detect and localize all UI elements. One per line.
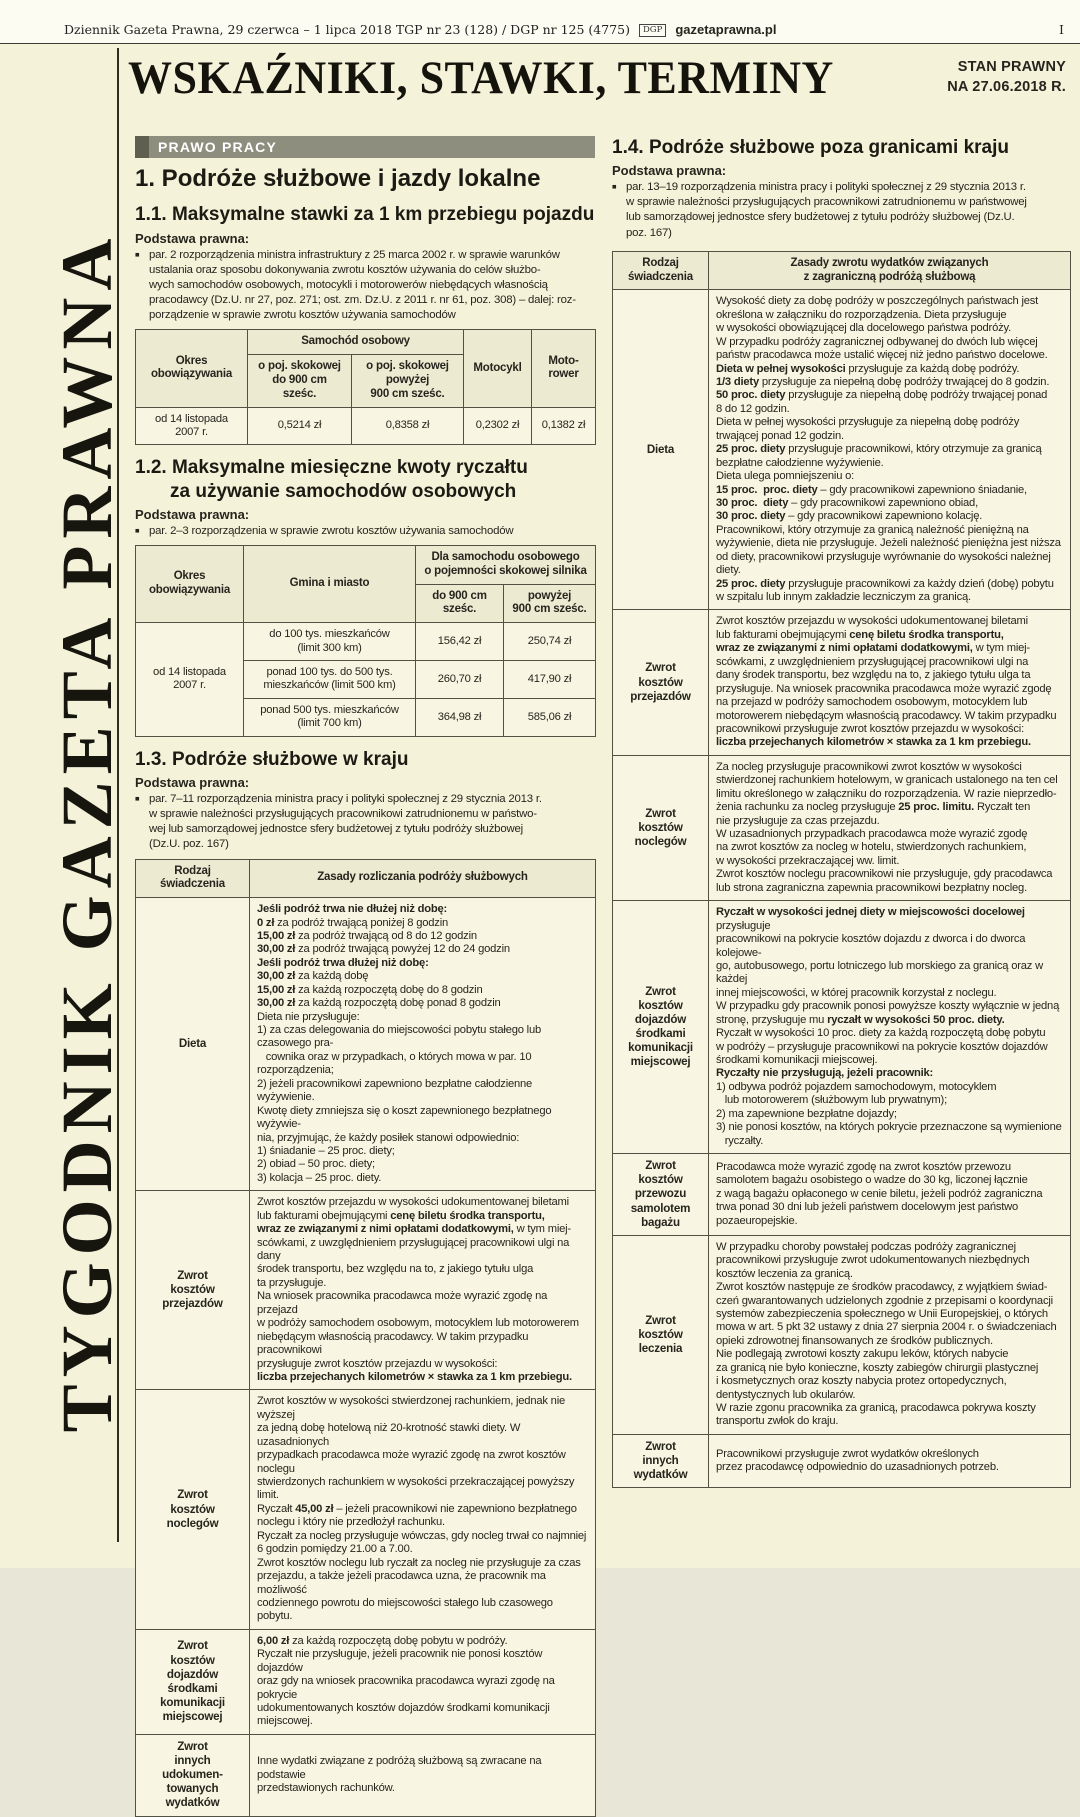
heading-1-4: 1.4. Podróże służbowe poza granicami kraju	[612, 137, 1009, 158]
legal-basis-text: par. 7–11 rozporządzenia ministra pracy i polityki społecznej z 29 stycznia 2013 r. w sprawie należności przysługujących pracownikowi zatrudnionemu w państwo- wej lub samorządowej jednostce sfery budżetowej z tytułu podróży służbowej (Dz.U. poz. 167)	[149, 792, 542, 851]
legal-basis-item	[135, 524, 595, 539]
benefit-name: Zwrot kosztów przejazdów	[136, 1191, 250, 1390]
page-header	[0, 0, 1080, 44]
col-header-samochod: Samochód osobowy	[248, 330, 464, 355]
left-column	[135, 136, 595, 1817]
table-row	[136, 1390, 596, 1629]
legal-status	[947, 58, 1066, 96]
heading-1: 1. Podróże służbowe i jazdy lokalne	[135, 165, 541, 192]
heading-1-1: 1.1. Maksymalne stawki za 1 km przebiegu pojazdu	[135, 204, 595, 226]
bullet-icon	[135, 792, 143, 853]
cell-rate-3: 0,2302 zł	[464, 407, 532, 445]
col-header-okres: Okres obowiązywania	[136, 330, 248, 407]
col-header-do900: do 900 cm sześc.	[416, 584, 504, 623]
legal-basis-text: par. 2 rozporządzenia ministra infrastruktury z 25 marca 2002 r. w sprawie warunków ustalania oraz sposobu dokonywania zwrotu kosztów używania do celów służbo- wych samochodów osobowych, motocykli i motorowerów niebędących własnością pracodawcy (Dz.U. nr 27, poz. 271; ost. zm. Dz.U. z 2011 r. nr 61, poz. 308) – dalej: roz- porządzenie w sprawie zwrotu kosztów używania samochodów	[149, 248, 576, 322]
heading-1-3: 1.3. Podróże służbowe w kraju	[135, 748, 409, 770]
col-header-do900: o poj. skokowej do 900 cm sześc.	[248, 355, 352, 407]
cell-gmina: ponad 100 tys. do 500 tys. mieszkańców (limit 500 km)	[244, 660, 416, 698]
legal-basis-label: Podstawa prawna:	[135, 230, 250, 246]
benefit-name: Zwrot kosztów dojazdów środkami komunikacji miejscowej	[136, 1629, 250, 1734]
benefit-rules: Pracodawca może wyrazić zgodę na zwrot kosztów przewozu samolotem bagażu osobistego o wadze do 30 kg, liczonej łącznie z wagą bagażu opłaconego w cenie biletu, jeżeli podróż zagraniczna trwa ponad 30 dni lub jeżeli państwem docelowym jest państwo pozaeuropejskie.	[709, 1154, 1071, 1236]
badge-square	[135, 136, 149, 158]
col-header-zasady: Zasady rozliczania podróży służbowych	[250, 859, 596, 898]
cell-v1: 364,98 zł	[416, 698, 504, 736]
col-header-gmina: Gmina i miasto	[244, 545, 416, 622]
cell-gmina: ponad 500 tys. mieszkańców (limit 700 km)	[244, 698, 416, 736]
legal-basis-label: Podstawa prawna:	[135, 774, 250, 790]
bullet-icon	[612, 180, 620, 241]
cell-v2: 417,90 zł	[504, 660, 596, 698]
benefit-rules: Wysokość diety za dobę podróży w poszczególnych państwach jest określona w załączniku do rozporządzenia. Dieta przysługuje w wysokości obowiązującej dla docelowego państwa podróży. W przypadku podróży zagranicznej odbywanej do dwóch lub więcej państw pracodawca może ustalić więcej niż jedno państwo docelowe. Dieta w pełnej wysokości przysługuje za każdą dobę podróży. 1/3 diety przysługuje za niepełną dobę podróży trwającej do 8 godzin. 50 proc. diety przysługuje za niepełną dobę podróży trwającej ponad 8 do 12 godzin. Dieta w pełnej wysokości przysługuje za niepełną dobę podróży trwającej ponad 12 godzin. 25 proc. diety przysługuje pracownikowi, który otrzymuje za granicą bezpłatne całodzienne wyżywienie. Dieta ulega pomniejszeniu o: 15 proc. proc. diety – gdy pracownikowi zapewniono śniadanie, 30 proc. diety – gdy pracownikowi zapewniono obiad, 30 proc. diety – gdy pracownikowi zapewniono kolację. Pracownikowi, który otrzymuje za granicą należność pieniężną na wyżywienie, dieta nie przysługuje. Jeżeli należność pieniężna jest niższa od diety, pracownikowi przysługuje wyrównanie do wysokości należnej diety. 25 proc. diety przysługuje pracownikowi za każdy dzień (dobę) pobytu w szpitalu lub innym zakładzie leczniczym za granicą.	[709, 290, 1071, 610]
bullet-icon	[135, 524, 143, 539]
benefit-rules: Za nocleg przysługuje pracownikowi zwrot kosztów w wysokości stwierdzonej rachunkiem hotelowym, w granicach ustalonego na ten cel limitu określonego w załączniku do rozporządzenia. W razie nieprzedło- żenia rachunku za nocleg przysługuje 25 proc. limitu. Ryczałt ten nie przysługuje za czas przejazdu. W uzasadnionych przypadkach pracodawca może wyrazić zgodę na zwrot kosztów za nocleg w hotelu, stwierdzonych rachunkiem, w wysokości przekraczającej ww. limit. Zwrot kosztów noclegu pracownikowi nie przysługuje, gdy pracodawca lub strona zagraniczna zapewnia pracownikowi bezpłatny nocleg.	[709, 755, 1071, 900]
page-number: I	[1059, 22, 1064, 37]
col-header-rodzaj: Rodzaj świadczenia	[613, 251, 709, 290]
masthead-vertical: TYGODNIK GAZETA PRAWNA	[47, 231, 127, 1433]
col-header-pow900: powyżej 900 cm sześc.	[504, 584, 596, 623]
page-title: WSKAŹNIKI, STAWKI, TERMINY	[128, 51, 834, 104]
table-row	[136, 898, 596, 1191]
benefit-rules: Jeśli podróż trwa nie dłużej niż dobę: 0 zł za podróż trwającą poniżej 8 godzin 15,00 zł za podróż trwającą od 8 do 12 godzin 30,00 zł za podróż trwającą powyżej 12 do 24 godzin Jeśli podróż trwa dłużej niż dobę: 30,00 zł za każdą dobę 15,00 zł za każdą rozpoczętą dobę do 8 godzin 30,00 zł za każdą rozpoczętą dobę ponad 8 godzin Dieta nie przysługuje: 1) za czas delegowania do miejscowości pobytu stałego lub czasowego pra- cownika oraz w przypadkach, o których mowa w par. 10 rozporządzenia; 2) jeżeli pracownikowi zapewniono bezpłatne całodzienne wyżywienie. Kwotę diety zmniejsza się o koszt zapewnionego bezpłatnego wyżywie- nia, przyjmując, że każdy posiłek stanowi odpowiednio: 1) śniadanie – 25 proc. diety; 2) obiad – 50 proc. diety; 3) kolacja – 25 proc. diety.	[250, 898, 596, 1191]
dgp-logo: DGP	[639, 24, 666, 37]
benefit-rules: Zwrot kosztów w wysokości stwierdzonej rachunkiem, jednak nie wyższej za jedną dobę hotelową niż 20-krotność stawki diety. W uzasadnionych przypadkach pracodawca może wyrazić zgodę na zwrot kosztów noclegu stwierdzonych rachunkiem w wysokości przekraczającej powyższy limit. Ryczałt 45,00 zł – jeżeli pracownikowi nie zapewniono bezpłatnego noclegu i który nie przedłożył rachunku. Ryczałt za nocleg przysługuje wówczas, gdy nocleg trwał co najmniej 6 godzin pomiędzy 21.00 a 7.00. Zwrot kosztów noclegu lub ryczałt za nocleg nie przysługuje za czas przejazdu, a także jeżeli pracodawca uzna, że pracownik ma możliwość codziennego powrotu do miejscowości stałego lub czasowego pobytu.	[250, 1390, 596, 1629]
benefit-rules: Pracownikowi przysługuje zwrot wydatków określonych przez pracodawcę odpowiednio do uzasadnionych potrzeb.	[709, 1434, 1071, 1487]
benefit-name: Zwrot innych wydatków	[613, 1434, 709, 1487]
benefit-name: Zwrot kosztów przewozu samolotem bagażu	[613, 1154, 709, 1236]
legal-basis-item	[612, 180, 1070, 241]
legal-basis-text: par. 13–19 rozporządzenia ministra pracy i polityki społecznej z 29 stycznia 2013 r. w sprawie należności przysługujących pracownikowi zatrudnionemu w państwowej lub samorządowej jednostce sfery budżetowej z tytułu podróży służbowej (Dz.U. poz. 167)	[626, 181, 1027, 239]
site-name: gazetaprawna.pl	[675, 22, 777, 37]
table-row	[136, 1629, 596, 1734]
benefit-name: Dieta	[613, 290, 709, 610]
cell-rate-2: 0,8358 zł	[352, 407, 464, 445]
cell-v1: 156,42 zł	[416, 623, 504, 661]
benefit-rules: Inne wydatki związane z podróżą służbową są zwracane na podstawie przedstawionych rachunków.	[250, 1734, 596, 1816]
cell-okres: od 14 listopada 2007 r.	[136, 623, 244, 737]
bullet-icon	[135, 248, 143, 324]
col-header-dla-samochodu: Dla samochodu osobowego o pojemności skokowej silnika	[416, 545, 596, 584]
col-header-okres: Okres obowiązywania	[136, 545, 244, 622]
col-header-zasady: Zasady zwrotu wydatków związanych z zagraniczną podróżą służbową	[709, 251, 1071, 290]
legal-basis-item	[135, 248, 595, 324]
benefit-name: Zwrot kosztów noclegów	[613, 755, 709, 900]
table-ryczalt-miesieczny	[135, 545, 596, 737]
cell-v2: 250,74 zł	[504, 623, 596, 661]
benefit-rules: W przypadku choroby powstałej podczas podróży zagranicznej pracownikowi przysługuje zwrot udokumentowanych niezbędnych kosztów leczenia za granicą. Zwrot kosztów następuje ze środków pracodawcy, z wyjątkiem świad- czeń gwarantowanych udzielonych zgodnie z przepisami o koordynacji systemów zabezpieczenia społecznego w Unii Europejskiej, o których mowa w art. 5 pkt 32 ustawy z dnia 27 sierpnia 2004 r. o świadczeniach opieki zdrowotnej finansowanych ze środków publicznych. Nie podlegają zwrotowi koszty zakupu leków, których nabycie za granicą nie było konieczne, koszty zabiegów chirurgii plastycznej i kosmetycznych oraz koszty nabycia protez ortopedycznych, dentystycznych lub okularów. W razie zgonu pracownika za granicą, pracodawca pokrywa koszty transportu zwłok do kraju.	[709, 1235, 1071, 1434]
legal-status-line2: NA 27.06.2018 R.	[947, 78, 1066, 95]
benefit-name: Zwrot kosztów dojazdów środkami komunikacji miejscowej	[613, 901, 709, 1154]
legal-basis-label: Podstawa prawna:	[612, 163, 727, 179]
legal-status-line1: STAN PRAWNY	[957, 59, 1066, 76]
benefit-name: Zwrot kosztów noclegów	[136, 1390, 250, 1629]
benefit-rules: Zwrot kosztów przejazdu w wysokości udokumentowanej biletami lub fakturami obejmującymi cenę biletu środka transportu, wraz ze związanymi z nimi opłatami dodatkowymi, w tym miej- scówkami, z uwzględnieniem przysługującej pracownikowi ulgi na dany środek transportu, bez względu na to, z jakiego tytułu ulga ta przysługuje. Na wniosek pracownika pracodawca może wyrazić zgodę na przejazd w podróży samochodem osobowym, motocyklem lub motorowerem niebędącym własnością pracodawcy. W takim przypadku pracownikowi przysługuje zwrot kosztów przejazdu w wysokości: liczba przejechanych kilometrów × stawka za 1 km przebiegu.	[709, 610, 1071, 755]
col-header-motorower: Moto- rower	[532, 330, 596, 407]
benefit-name: Dieta	[136, 898, 250, 1191]
cell-v2: 585,06 zł	[504, 698, 596, 736]
table-podroze-kraj	[135, 859, 596, 1817]
section-badge	[135, 136, 595, 158]
cell-rate-1: 0,5214 zł	[248, 407, 352, 445]
right-column	[612, 136, 1070, 1488]
col-header-pow900: o poj. skokowej powyżej 900 cm sześc.	[352, 355, 464, 407]
cell-rate-4: 0,1382 zł	[532, 407, 596, 445]
benefit-name: Zwrot kosztów leczenia	[613, 1235, 709, 1434]
table-row	[613, 1235, 1071, 1434]
badge-label: PRAWO PRACY	[149, 136, 595, 158]
cell-okres: od 14 listopada 2007 r.	[136, 407, 248, 445]
table-row	[613, 901, 1071, 1154]
legal-basis-text: par. 2–3 rozporządzenia w sprawie zwrotu kosztów używania samochodów	[149, 524, 514, 537]
table-podroze-zagranica	[612, 251, 1071, 1489]
benefit-rules: Ryczałt w wysokości jednej diety w miejscowości docelowej przysługuje pracownikowi na pokrycie kosztów dojazdu z dworca i do dworca kolejowe- go, autobusowego, portu lotniczego lub morskiego za granicą oraz w każdej innej miejscowości, w której pracownik korzystał z noclegu. W przypadku gdy pracownik ponosi powyższe koszty wyłącznie w jedną stronę, przysługuje mu ryczałt w wysokości 50 proc. diety. Ryczałt w wysokości 10 proc. diety za każdą rozpoczętą dobę pobytu w podróży – przysługuje pracownikowi na pokrycie kosztów dojazdów środkami komunikacji miejscowej. Ryczałty nie przysługują, jeżeli pracownik: 1) odbywa podróż pojazdem samochodowym, motocyklem lub motorowerem (służbowym lub prywatnym); 2) ma zapewnione bezpłatne dojazdy; 3) nie ponosi kosztów, na których pokrycie przeznaczone są wymienione ryczałty.	[709, 901, 1071, 1154]
table-row	[613, 1154, 1071, 1236]
table-row	[613, 610, 1071, 755]
col-header-rodzaj: Rodzaj świadczenia	[136, 859, 250, 898]
table-stawki-1km	[135, 329, 596, 445]
legal-basis-item	[135, 792, 595, 853]
cell-v1: 260,70 zł	[416, 660, 504, 698]
table-row	[136, 407, 596, 445]
issue-info: Dziennik Gazeta Prawna, 29 czerwca – 1 lipca 2018 TGP nr 23 (128) / DGP nr 125 (4775)	[64, 22, 630, 37]
title-band	[128, 52, 1066, 103]
cell-gmina: do 100 tys. mieszkańców (limit 300 km)	[244, 623, 416, 661]
table-row	[136, 1734, 596, 1816]
table-row	[613, 290, 1071, 610]
table-row	[613, 755, 1071, 900]
heading-1-2: 1.2. Maksymalne miesięczne kwoty ryczałtu za używanie samochodów osobowych	[135, 457, 528, 502]
benefit-rules: Zwrot kosztów przejazdu w wysokości udokumentowanej biletami lub fakturami obejmującymi cenę biletu środka transportu, wraz ze związanymi z nimi opłatami dodatkowymi, w tym miej- scówkami, z uwzględnieniem przysługującej pracownikowi ulgi na dany środek transportu, bez względu na to, z jakiego tytułu ulga ta przysługuje. Na wniosek pracownika pracodawca może wyrazić zgodę na przejazd w podróży samochodem osobowym, motocyklem lub motorowerem niebędącym własnością pracodawcy. W takim przypadku pracownikowi przysługuje zwrot kosztów przejazdu w wysokości: liczba przejechanych kilometrów × stawka za 1 km przebiegu.	[250, 1191, 596, 1390]
table-row	[136, 1191, 596, 1390]
table-row	[613, 1434, 1071, 1487]
table-row	[136, 623, 596, 661]
benefit-rules: 6,00 zł za każdą rozpoczętą dobę pobytu w podróży. Ryczałt nie przysługuje, jeżeli pracownik nie ponosi kosztów dojazdów oraz gdy na wniosek pracownika pracodawca wyrazi zgodę na pokrycie udokumentowanych kosztów dojazdów środkami komunikacji miejscowej.	[250, 1629, 596, 1734]
legal-basis-label: Podstawa prawna:	[135, 506, 250, 522]
benefit-name: Zwrot kosztów przejazdów	[613, 610, 709, 755]
col-header-motocykl: Motocykl	[464, 330, 532, 407]
benefit-name: Zwrot innych udokumen- towanych wydatków	[136, 1734, 250, 1816]
